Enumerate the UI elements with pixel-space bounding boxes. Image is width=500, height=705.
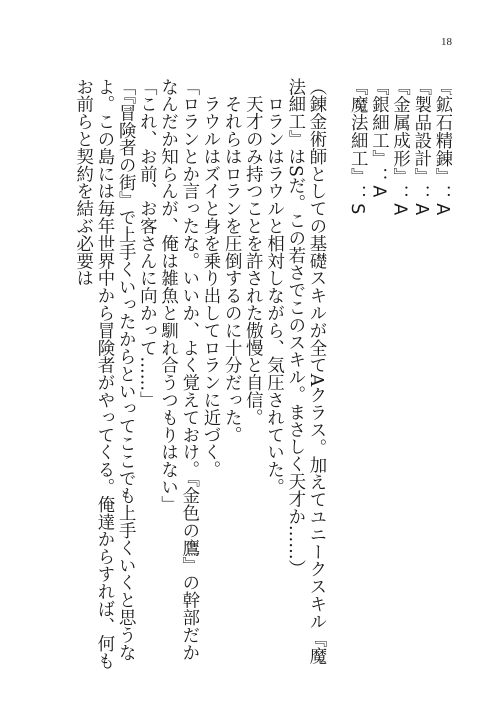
section-gap <box>326 78 346 678</box>
skill-line-ore-refining: 『鉱石精錬』：A <box>432 78 452 216</box>
paragraph-raul-dialogue-1: 「ロランとか言ったな。いいか、よく覚えておけ。『金色の鷹』の幹部だかなんだか知らんが、俺は雑魚と馴れ合うつもりはない」 <box>157 78 199 661</box>
paragraph-overwhelmed: ロランはラウルと相対しながら、気圧されていた。 <box>263 78 284 496</box>
skill-line-metal-forming: 『金属成形』：A <box>389 78 410 216</box>
paragraph-overpower: それらはロランを圧倒するのに十分だった。 <box>221 78 242 444</box>
skill-line-product-design: 『製品設計』：A <box>410 78 431 216</box>
paragraph-dialogue-2: 「これ、お前、お客さんに向かって……」 <box>136 78 157 409</box>
paragraph-raul-dialogue-3: 「『冒険者の街』で上手くいったからといってここでも上手くいくと思うなよ。この島には毎年世界中から冒険者がやってくる。俺達からすれば、何もお前らと契約を結ぶ必要は <box>72 78 136 670</box>
paragraph-lean-in: ラウルはズイと身を乗り出してロランに近づく。 <box>199 78 220 479</box>
vertical-text-body <box>42 78 452 678</box>
page-number: 18 <box>441 36 452 48</box>
skill-line-silverwork: 『銀細工』：A <box>368 78 389 198</box>
paragraph-inner-thought: （錬金術師としての基礎スキルが全てAクラス。加えてユニークスキル『魔法細工』はSだ。この若さでこのスキル。まさしく天才か……） <box>284 78 326 665</box>
paragraph-arrogance: 天才のみ持つことを許された傲慢と自信。 <box>242 78 263 426</box>
skill-line-magic-craft: 『魔法細工』：S <box>347 78 368 215</box>
